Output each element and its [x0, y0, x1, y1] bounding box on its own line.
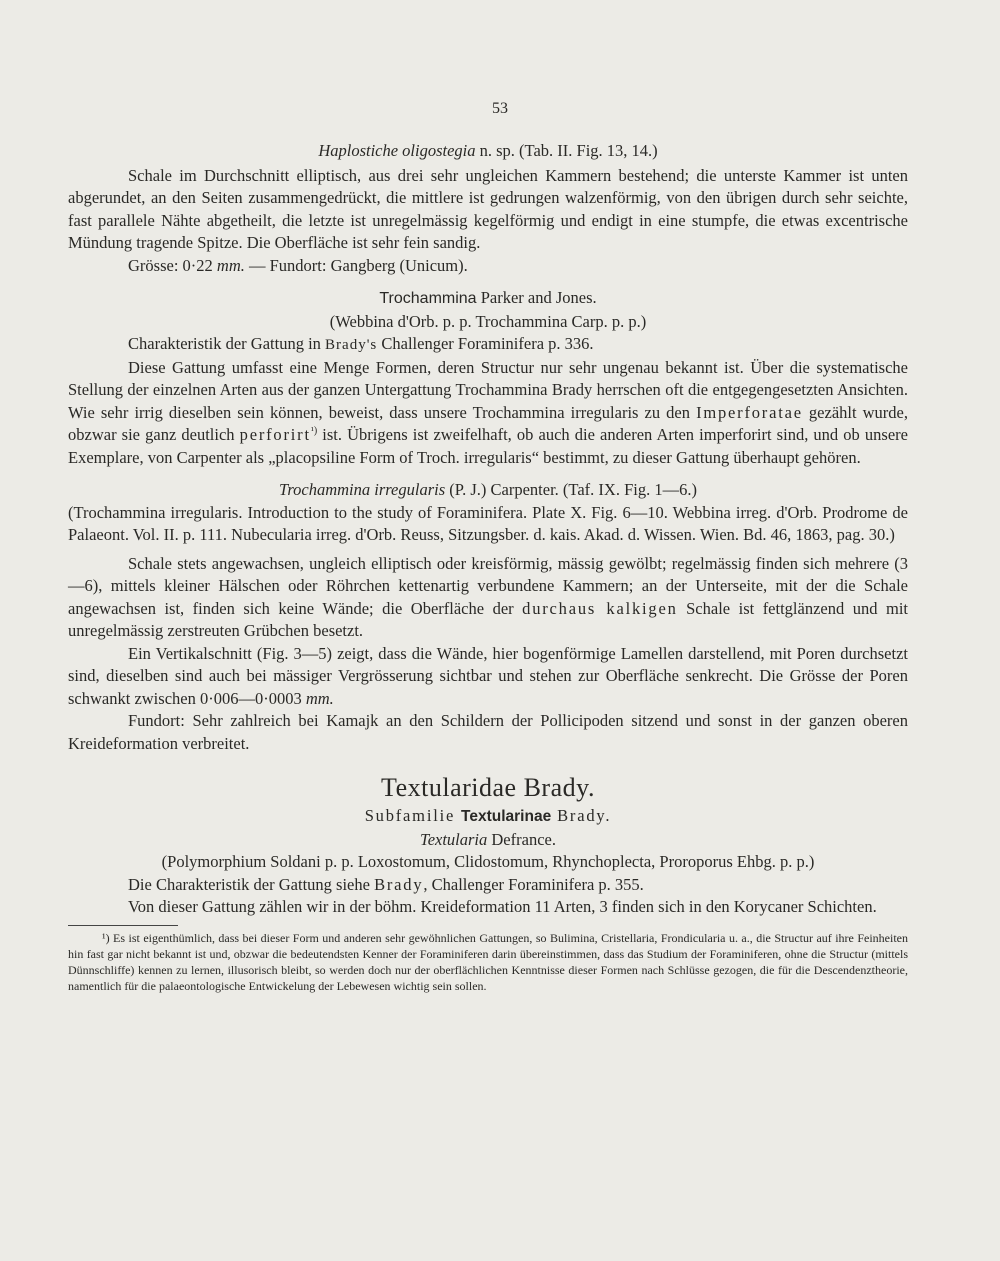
subfamily-heading: Subfamilie Textularinae Brady. — [364, 806, 612, 825]
main-text — [68, 140, 908, 994]
species-name: Haplostiche oligostegia — [318, 141, 476, 160]
genus-discussion-paragraph: Diese Gattung umfasst eine Menge Formen, deren Structur nur sehr ungenau bekannt ist. Über die systematische Stellung der einzelnen Arten aus der ganzen Untergattung Trochammina Brady herrschen oft die entgegengesetzten Ansichten. Wie sehr irrig dieselben sein können, beweist, dass unsere Trochammina irregularis zu den Imperforatae gezählt wurde, obzwar sie ganz deutlich perforirt$^{^1)}$ ist. Übrigens ist zweifelhaft, ob auch die anderen Arten imperforirt sind, und ob unsere Exemplare, von Carpenter als „placopsiline Form of Troch. irregularis“ bestimmt, zu dieser Gattung überhaupt gehören. — [68, 357, 908, 467]
footnote — [68, 930, 908, 994]
footnote-text: Es ist eigenthümlich, dass bei dieser Form und anderen sehr gewöhnlichen Gattungen, so Bulimina, Cristellaria, Frondicularia u. a., die Structur auf ihre Feinheiten hin fast gar nicht bekannt ist und, obzwar die bedeutendsten Kenner der Foraminiferen darin übereinstimmen, dass das Studium der Foraminiferen, ohne die Structur (mittels Dünnschliffe) kennen zu lernen, illusorisch bleibt, so werden doch nur der oberflächlichen Kenntnisse dieser Formen nach Schlüsse gezogen, die für die Descendenztheorie, namentlich für die palaeontologische Entwickelung der Lebewesen wichtig sein sollen. — [68, 930, 908, 993]
footnote-reference: ¹) — [310, 425, 318, 437]
synonym-paragraph: (Trochammina irregularis. Introduction to the study of Foraminifera. Plate X. Fig. 6—10. Webbina irreg. d'Orb. Prodrome de Palaeont. Vol. II. p. 111. Nubecularia irreg. d'Orb. Reuss, Sitzungsber. d. kais. Akad. d. Wissen. Wien. Bd. 46, 1863, pag. 30.) — [68, 502, 908, 544]
vertical-section-paragraph: Ein Vertikalschnitt (Fig. 3—5) zeigt, dass die Wände, hier bogenförmige Lamellen darstellend, mit Poren durchsetzt sind, dieselben sind auch bei mässiger Vergrösserung sichtbar und stehen zur Oberfläche senkrecht. Die Grösse der Poren schwankt zwischen 0·006—0·0003 mm. — [68, 643, 908, 708]
textularia-characteristic: Die Charakteristik der Gattung siehe Brady, Challenger Foraminifera p. 355. — [128, 874, 644, 894]
genus-heading-trochammina: Trochammina Parker and Jones. — [379, 288, 597, 307]
species-heading-haplostiche: Haplostiche oligostegia n. sp. (Tab. II. Fig. 13, 14.) — [318, 141, 658, 160]
shell-description-paragraph: Schale stets angewachsen, ungleich elliptisch oder kreisförmig, mässig gewölbt; regelmässig finden sich mehrere (3—6), mittels kleiner Hälschen oder Röhrchen kettenartig verbundene Kammern; an der Unterseite, mit der die Schale angewachsen ist, finden sich keine Wände; die Oberfläche der durchaus kalkigen Schale ist fettglänzend und mit unregelmässig zerstreuten Grübchen besetzt. — [68, 553, 908, 640]
synonym-line: (Webbina d'Orb. p. p. Trochammina Carp. p. p.) — [329, 311, 647, 331]
textularia-synonyms: (Polymorphium Soldani p. p. Loxostomum, Clidostomum, Rhynchoplecta, Proroporus Ehbg. p. p.) — [161, 852, 815, 871]
description-paragraph: Schale im Durchschnitt elliptisch, aus drei sehr ungleichen Kammern bestehend; die unterste Kammer ist unten abgerundet, an den Seiten zusammengedrückt, die mittlere ist gedrungen walzenförmig, von den übrigen durch sehr seichte, fast parallele Nähte abgetheilt, die letzte ist unregelmässig kegelförmig und endigt in eine stumpfe, die etwas excentrische Mündung tragende Spitze. Die Oberfläche ist sehr fein sandig. — [68, 165, 908, 252]
footnote-mark: ¹) — [102, 930, 110, 945]
family-heading: Textularidae Brady. — [381, 773, 595, 802]
textularia-count-paragraph: Von dieser Gattung zählen wir in der böhm. Kreideformation 11 Arten, 3 finden sich in den Korycaner Schichten. — [128, 897, 877, 916]
locality-paragraph: Fundort: Sehr zahlreich bei Kamajk an den Schildern der Pollicipoden sitzend und sonst in der ganzen oberen Kreideformation verbreitet. — [68, 711, 908, 753]
footnote-divider — [68, 925, 178, 926]
size-locality-line: Grösse: 0·22 mm. — Fundort: Gangberg (Unicum). — [128, 255, 468, 275]
page-number: 53 — [492, 100, 508, 117]
species-heading-trochammina-irregularis: Trochammina irregularis (P. J.) Carpenter. (Taf. IX. Fig. 1—6.) — [279, 480, 697, 499]
genus-heading-textularia: Textularia Defrance. — [420, 829, 556, 849]
characteristic-reference: Charakteristik der Gattung in Brady's Challenger Foraminifera p. 336. — [128, 334, 594, 353]
